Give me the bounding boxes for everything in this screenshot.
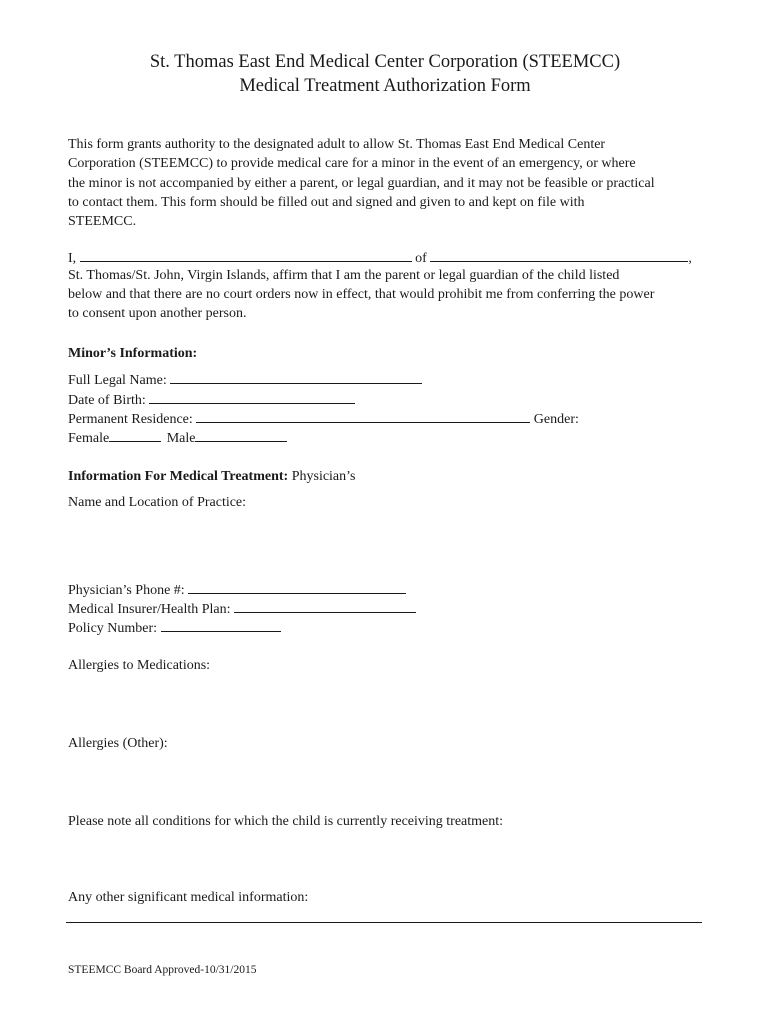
comma: ,: [688, 251, 692, 266]
allergies-medications-label: Allergies to Medications:: [68, 658, 211, 673]
intro-line: Corporation (STEEMCC) to provide medical care for a minor in the event of an emergency, or where: [68, 156, 636, 172]
residence-field[interactable]: [196, 410, 530, 423]
form-title-line-1: St. Thomas East End Medical Center Corporation (STEEMCC): [149, 52, 621, 72]
insurer-row: [68, 600, 416, 618]
allergies-other-field[interactable]: [68, 758, 698, 808]
insurer-field[interactable]: [234, 600, 416, 613]
dob-label: Date of Birth:: [68, 393, 146, 408]
gender-row: [68, 429, 287, 447]
minor-info-heading: Minor’s Information:: [68, 346, 198, 361]
phone-label: Physician’s Phone #:: [68, 583, 185, 598]
conditions-field[interactable]: [68, 836, 698, 884]
full-name-row: [68, 371, 422, 389]
phone-field[interactable]: [188, 581, 406, 594]
intro-line: STEEMCC.: [68, 214, 137, 230]
affirm-line-2: St. Thomas/St. John, Virgin Islands, affirm that I am the parent or legal guardian of the child listed: [68, 268, 620, 283]
phone-row: [68, 581, 406, 599]
intro-line: the minor is not accompanied by either a parent, or legal guardian, and it may not be feasible or practical: [68, 175, 655, 191]
dob-field[interactable]: [149, 391, 355, 404]
intro-line: to contact them. This form should be filled out and signed and given to and kept on file with: [68, 194, 585, 210]
insurer-label: Medical Insurer/Health Plan:: [68, 602, 231, 617]
full-name-field[interactable]: [170, 371, 422, 384]
footer-approval: STEEMCC Board Approved-10/31/2015: [68, 964, 257, 976]
female-label: Female: [68, 431, 110, 446]
affirm-line-3: below and that there are no court orders now in effect, that would prohibit me from conferring the power: [68, 287, 655, 302]
policy-row: [68, 619, 281, 637]
i-label: I,: [68, 251, 77, 266]
medical-heading-row: [68, 469, 355, 485]
full-name-label: Full Legal Name:: [68, 373, 167, 388]
policy-label: Policy Number:: [68, 621, 158, 636]
affirm-line-4: to consent upon another person.: [68, 306, 247, 321]
other-info-label: Any other significant medical information:: [68, 890, 309, 905]
physician-name-location-field[interactable]: [68, 515, 698, 575]
physician-label: Physician’s: [291, 469, 356, 484]
of-label: of: [415, 251, 427, 266]
parent-address-field[interactable]: [430, 249, 688, 262]
policy-field[interactable]: [161, 619, 281, 632]
gender-label: Gender:: [533, 412, 579, 427]
intro-line: This form grants authority to the designated adult to allow St. Thomas East End Medical Center: [68, 137, 606, 152]
allergies-medications-field[interactable]: [68, 680, 698, 730]
female-field[interactable]: [109, 429, 161, 442]
male-label: Male: [166, 431, 196, 446]
form-title-line-2: Medical Treatment Authorization Form: [239, 76, 531, 96]
conditions-label: Please note all conditions for which the child is currently receiving treatment:: [68, 814, 504, 829]
intro-paragraph: [68, 135, 708, 231]
residence-row: [68, 410, 579, 428]
residence-label: Permanent Residence:: [68, 412, 193, 427]
dob-row: [68, 391, 355, 409]
parent-name-field[interactable]: [80, 249, 412, 262]
medical-heading: Information For Medical Treatment:: [68, 469, 289, 484]
affirm-line-1: [68, 249, 692, 267]
physician-name-location-label: Name and Location of Practice:: [68, 495, 247, 510]
allergies-other-label: Allergies (Other):: [68, 736, 168, 751]
other-info-field[interactable]: [66, 922, 702, 923]
male-field[interactable]: [195, 429, 287, 442]
